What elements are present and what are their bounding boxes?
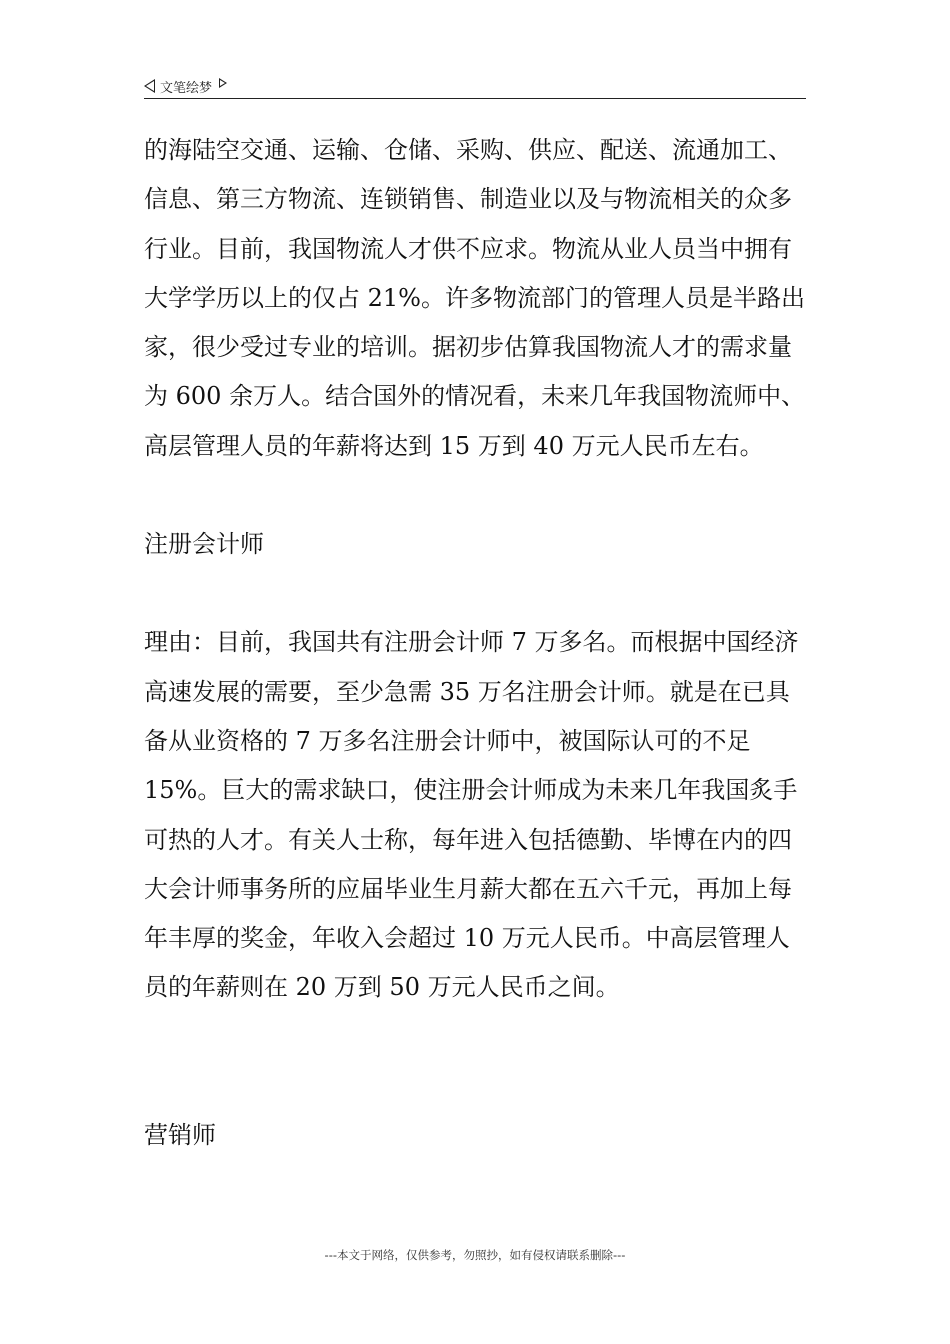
triangle-left-icon [144,79,155,93]
page-footer-disclaimer: ---本文于网络，仅供参考，勿照抄，如有侵权请联系删除--- [324,1248,626,1262]
paragraph-spacer [144,569,812,618]
header-title: 文笔绘梦 [160,80,213,96]
paragraph-spacer [144,471,812,520]
triangle-right-icon [219,78,227,88]
section-heading-cpa: 注册会计师 [144,530,264,559]
page-header [144,74,806,99]
paragraph-spacer [144,1013,812,1111]
section-heading-marketing: 营销师 [144,1120,216,1149]
document-body [144,126,812,1160]
paragraph-logistics: 的海陆空交通、运输、仓储、采购、供应、配送、流通加工、信息、第三方物流、连锁销售、制造业以及与物流相关的众多行业。目前，我国物流人才供不应求。物流从业人员当中拥有大学学历以上的仅占 21%。许多物流部门的管理人员是半路出家，很少受过专业的培训。据初步估算我国物流人才的需求量为 600 余万人。结合国外的情况看，未来几年我国物流师中、高层管理人员的年薪将达到 15 万到 40 万元人民币左右。 [144,136,806,460]
paragraph-cpa: 理由：目前，我国共有注册会计师 7 万多名。而根据中国经济高速发展的需要，至少急需 35 万名注册会计师。就是在已具备从业资格的 7 万多名注册会计师中，被国际认可的不足 15%。巨大的需求缺口，使注册会计师成为未来几年我国炙手可热的人才。有关人士称，每年进入包括德勤、毕博在内的四大会计师事务所的应届毕业生月薪大都在五六千元，再加上每年丰厚的奖金，年收入会超过 10 万元人民币。中高层管理人员的年薪则在 20 万到 50 万元人民币之间。 [144,628,799,1002]
